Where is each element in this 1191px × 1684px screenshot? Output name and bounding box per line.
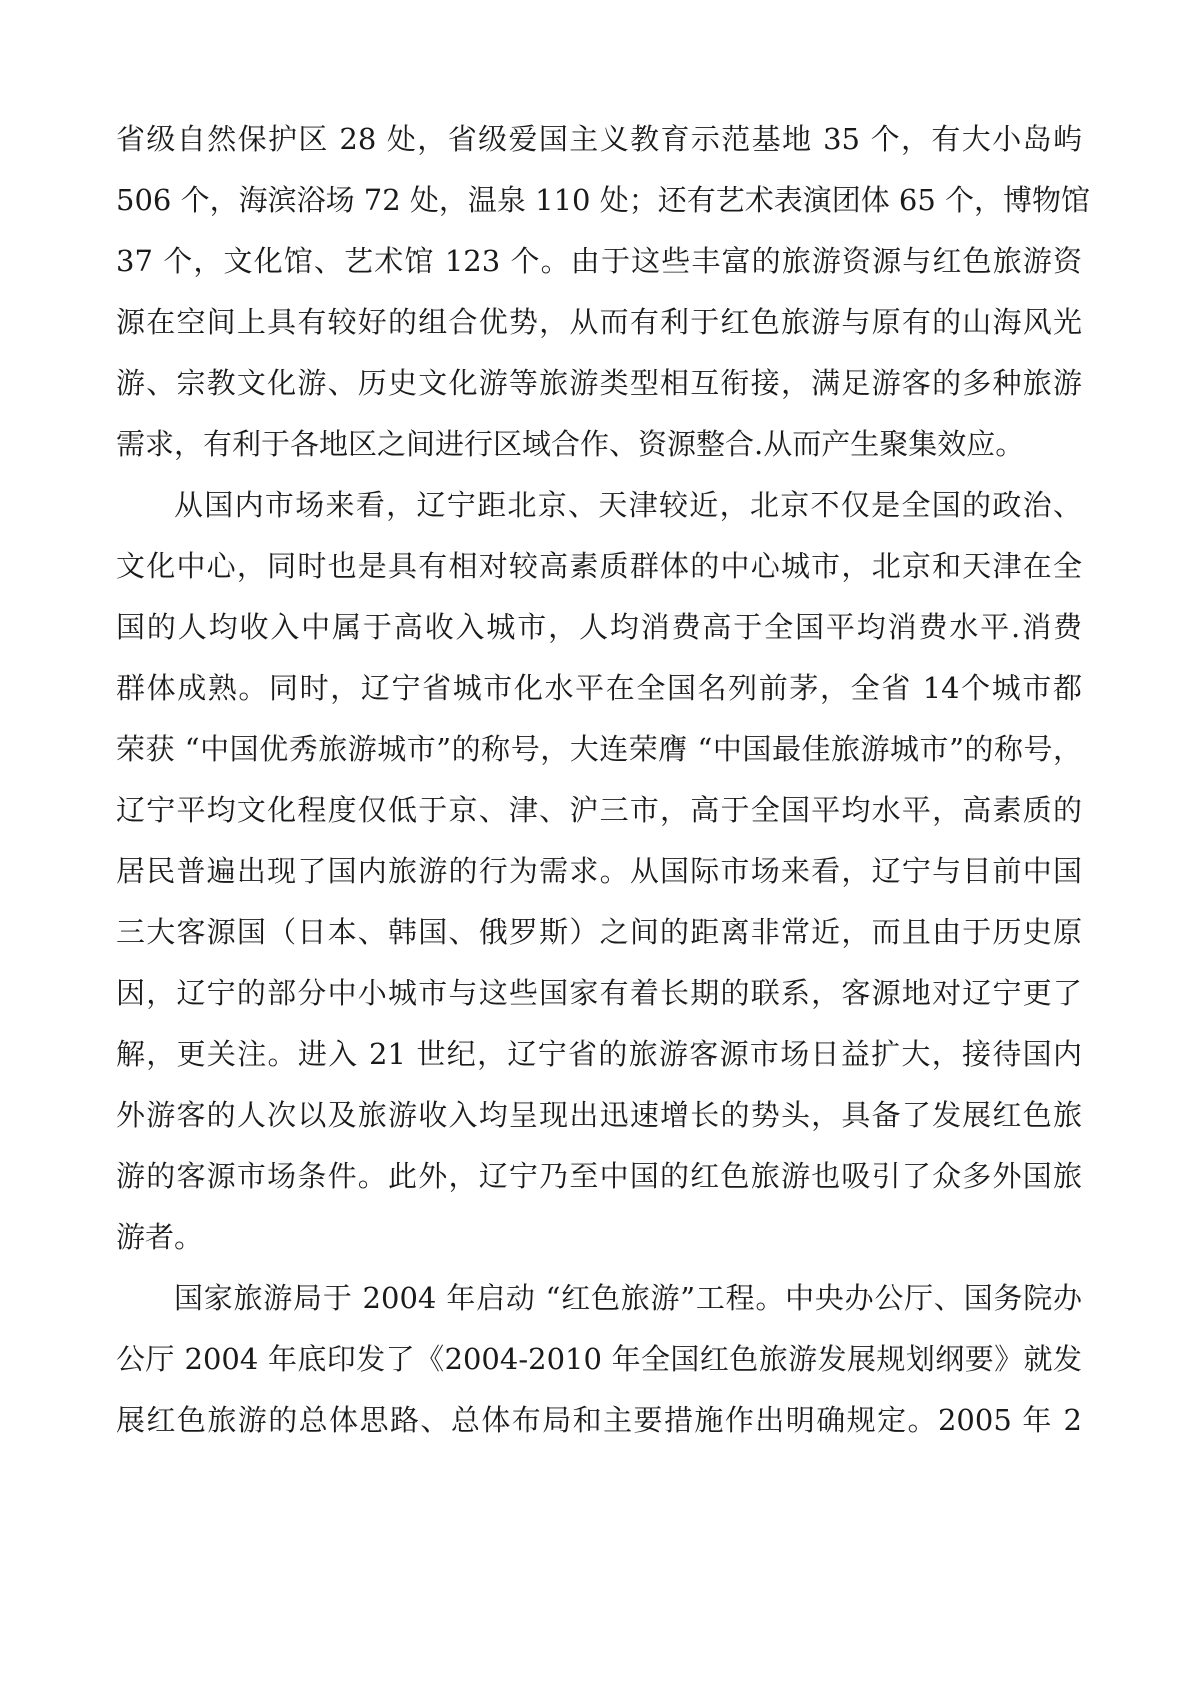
paragraph bbox=[116, 475, 1082, 1268]
text-line: 居民普遍出现了国内旅游的行为需求。从国际市场来看，辽宁与目前中国 bbox=[116, 854, 1082, 888]
text-line: 辽宁平均文化程度仅低于京、津、沪三市，高于全国平均水平，高素质的 bbox=[116, 793, 1082, 827]
text-line: 37 个，文化馆、艺术馆 123 个。由于这些丰富的旅游资源与红色旅游资 bbox=[116, 244, 1082, 278]
text-line: 国的人均收入中属于高收入城市，人均消费高于全国平均消费水平.消费 bbox=[116, 610, 1082, 644]
text-line: 外游客的人次以及旅游收入均呈现出迅速增长的势头，具备了发展红色旅 bbox=[116, 1098, 1082, 1132]
text-line: 国家旅游局于 2004 年启动 “红色旅游”工程。中央办公厅、国务院办 bbox=[174, 1281, 1082, 1315]
text-line: 因，辽宁的部分中小城市与这些国家有着长期的联系，客源地对辽宁更了 bbox=[116, 976, 1082, 1010]
text-line: 三大客源国（日本、韩国、俄罗斯）之间的距离非常近，而且由于历史原 bbox=[116, 915, 1082, 949]
text-line: 荣获 “中国优秀旅游城市”的称号，大连荣膺 “中国最佳旅游城市”的称号， bbox=[116, 732, 1082, 766]
text-line: 展红色旅游的总体思路、总体布局和主要措施作出明确规定。2005 年 2 bbox=[116, 1403, 1082, 1437]
text-line: 公厅 2004 年底印发了《2004-2010 年全国红色旅游发展规划纲要》就发 bbox=[116, 1342, 1082, 1376]
text-line: 游、宗教文化游、历史文化游等旅游类型相互衔接，满足游客的多种旅游 bbox=[116, 366, 1082, 400]
paragraph bbox=[116, 1268, 1082, 1451]
text-line: 需求，有利于各地区之间进行区域合作、资源整合.从而产生聚集效应。 bbox=[116, 427, 1025, 461]
paragraph bbox=[116, 109, 1091, 475]
text-line: 省级自然保护区 28 处，省级爱国主义教育示范基地 35 个，有大小岛屿 bbox=[116, 122, 1082, 156]
body-text bbox=[116, 109, 1091, 1451]
text-line: 游的客源市场条件。此外，辽宁乃至中国的红色旅游也吸引了众多外国旅 bbox=[116, 1159, 1082, 1193]
text-line: 源在空间上具有较好的组合优势，从而有利于红色旅游与原有的山海风光 bbox=[116, 305, 1082, 339]
text-line: 506 个，海滨浴场 72 处，温泉 110 处；还有艺术表演团体 65 个，博物馆 bbox=[116, 183, 1091, 217]
text-line: 解，更关注。进入 21 世纪，辽宁省的旅游客源市场日益扩大，接待国内 bbox=[116, 1037, 1082, 1071]
text-line: 游者。 bbox=[116, 1220, 204, 1254]
text-line: 文化中心，同时也是具有相对较高素质群体的中心城市，北京和天津在全 bbox=[116, 549, 1082, 583]
text-line: 群体成熟。同时，辽宁省城市化水平在全国名列前茅，全省 14个城市都 bbox=[116, 671, 1082, 705]
text-line: 从国内市场来看，辽宁距北京、天津较近，北京不仅是全国的政治、 bbox=[174, 488, 1082, 522]
